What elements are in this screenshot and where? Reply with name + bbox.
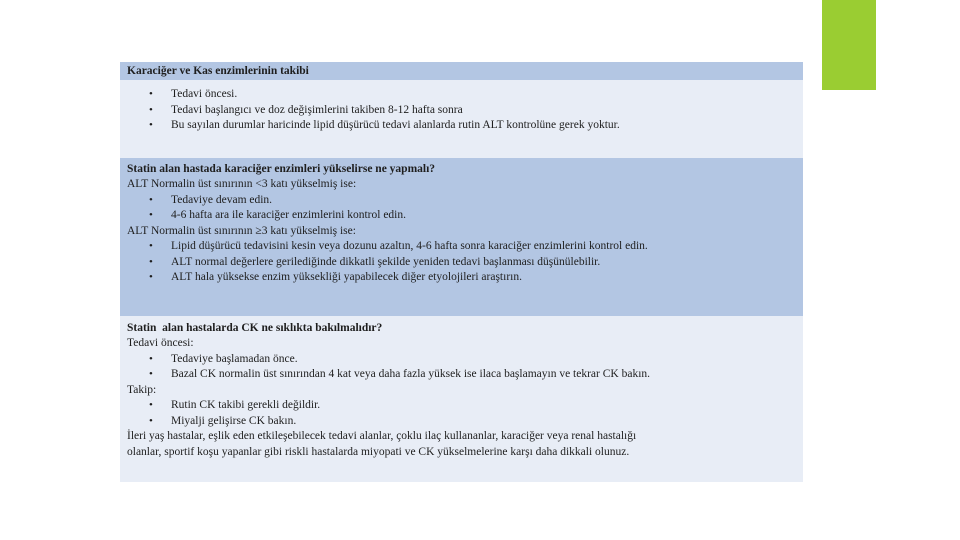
- bullet-icon: •: [149, 368, 153, 380]
- case2-label: ALT Normalin üst sınırının ≥3 katı yükselmiş ise:: [127, 224, 356, 237]
- bullet-icon: •: [149, 414, 153, 427]
- section1-header: [120, 62, 803, 80]
- list-item: • Tedaviye devam edin.: [127, 193, 803, 209]
- bullet-icon: •: [149, 271, 153, 283]
- bullet-icon: •: [149, 399, 153, 411]
- bullet-icon: •: [149, 193, 153, 206]
- bullet-icon: •: [149, 255, 153, 268]
- list-item: • Miyalji gelişirse CK bakın.: [127, 414, 803, 430]
- bullet-icon: •: [149, 352, 153, 365]
- section3-title: Statin alan hastalarda CK ne sıklıkta bakılmalıdır?: [127, 322, 383, 334]
- list-item: • 4-6 hafta ara ile karaciğer enzimlerini kontrol edin.: [127, 208, 803, 224]
- list-item: • ALT hala yüksekse enzim yüksekliği yapabilecek diğer etyolojileri araştırın.: [127, 270, 803, 286]
- list-item: • ALT normal değerlere gerilediğinde dikkatli şekilde yeniden tedavi başlanması düşünülebilir.: [127, 255, 803, 271]
- case1-label: ALT Normalin üst sınırının <3 katı yükselmiş ise:: [127, 178, 357, 190]
- list-item: • Tedaviye başlamadan önce.: [127, 352, 803, 368]
- bullet-icon: •: [149, 209, 153, 221]
- section3: [120, 316, 803, 482]
- list-item: • Tedavi öncesi.: [127, 87, 803, 103]
- list-item: • Bu sayılan durumlar haricinde lipid düşürücü tedavi alanlarda rutin ALT kontrolüne gerek yoktur.: [127, 118, 803, 134]
- list-item: • Lipid düşürücü tedavisini kesin veya dozunu azaltın, 4-6 hafta sonra karaciğer enzimlerini kontrol edin.: [127, 239, 771, 255]
- green-accent-bar: [822, 0, 876, 90]
- list-item: • Bazal CK normalin üst sınırından 4 kat veya daha fazla yüksek ise ilaca başlamayın ve tekrar CK bakın.: [127, 367, 771, 383]
- guideline-table: [120, 62, 803, 482]
- bullet-icon: •: [149, 240, 153, 252]
- pre-treatment-label: Tedavi öncesi:: [127, 337, 194, 349]
- section2: [120, 158, 803, 316]
- note-line-1: İleri yaş hastalar, eşlik eden etkileşebilecek tedavi alanlar, çoklu ilaç kullananlar, karaciğer veya renal hastalığı: [127, 430, 637, 442]
- note-line-2: olanlar, sportif koşu yapanlar gibi riskli hastalarda miyopati ve CK yükselmelerine karşı daha dikkali olunuz.: [127, 445, 630, 458]
- section1-title: Karaciğer ve Kas enzimlerinin takibi: [127, 65, 309, 77]
- follow-up-label: Takip:: [127, 383, 157, 396]
- bullet-icon: •: [149, 88, 153, 100]
- bullet-icon: •: [149, 103, 153, 116]
- section1-body: [120, 80, 803, 158]
- section2-title: Statin alan hastada karaciğer enzimleri yükselirse ne yapmalı?: [127, 163, 436, 175]
- list-item: • Rutin CK takibi gerekli değildir.: [127, 398, 803, 414]
- bullet-icon: •: [149, 119, 153, 131]
- list-item: • Tedavi başlangıcı ve doz değişimlerini takiben 8-12 hafta sonra: [127, 103, 803, 119]
